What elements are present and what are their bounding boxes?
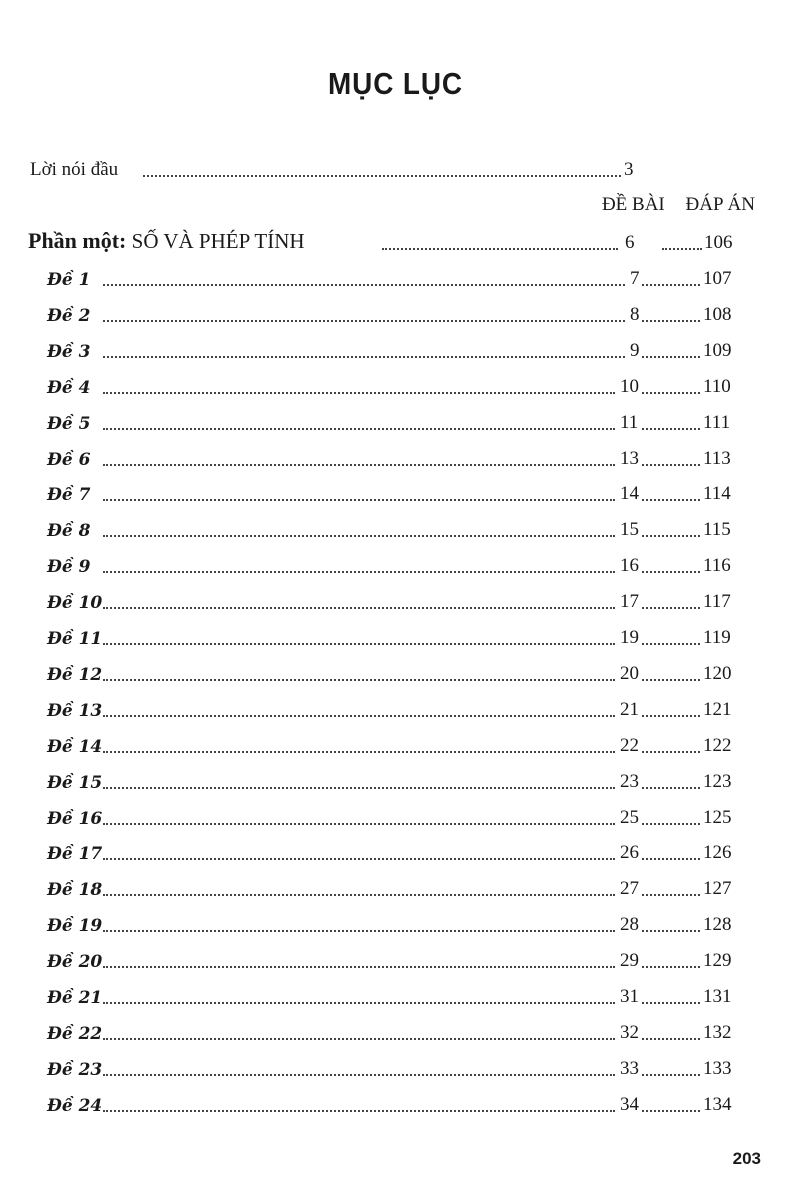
dot-leader <box>642 499 700 501</box>
toc-entry-de-bai: 31 <box>620 986 639 1007</box>
page-number: 203 <box>732 1149 761 1168</box>
dot-leader <box>103 715 615 717</box>
toc-entry-dap-an: 110 <box>703 376 731 397</box>
dot-leader <box>143 175 621 177</box>
dot-leader <box>103 464 615 466</box>
toc-entry-row <box>0 838 791 868</box>
toc-entry-label: Đề 7 <box>47 485 91 505</box>
toc-entry-de-bai: 27 <box>620 878 639 899</box>
toc-part-dap-an: 106 <box>704 232 733 253</box>
dot-leader <box>642 858 700 860</box>
dot-leader <box>103 679 615 681</box>
dot-leader <box>103 966 615 968</box>
toc-entry-de-bai: 20 <box>620 663 639 684</box>
toc-entry-label: Đề 11 <box>47 629 103 649</box>
toc-entry-dap-an: 111 <box>703 412 731 433</box>
toc-entry-row <box>0 1054 791 1084</box>
dot-leader <box>103 535 615 537</box>
toc-entry-row <box>0 982 791 1012</box>
toc-entry-label: Đề 17 <box>47 844 103 864</box>
toc-entry-de-bai: 21 <box>620 699 639 720</box>
dot-leader <box>642 1002 700 1004</box>
toc-entry-label: Đề 3 <box>47 342 91 362</box>
dot-leader <box>103 930 615 932</box>
toc-entry-row <box>0 479 791 509</box>
toc-entry-row <box>0 659 791 689</box>
toc-entry-row <box>0 372 791 402</box>
toc-entry-dap-an: 126 <box>703 842 732 863</box>
toc-entry-dap-an: 119 <box>703 627 731 648</box>
toc-entry-dap-an: 127 <box>703 878 732 899</box>
toc-entry-label: Đề 24 <box>47 1096 103 1116</box>
dot-leader <box>642 1038 700 1040</box>
toc-entry-de-bai: 22 <box>620 735 639 756</box>
toc-part-prefix: Phần một: <box>28 228 127 253</box>
dot-leader <box>103 499 615 501</box>
toc-intro-label: Lời nói đầu <box>30 159 119 180</box>
toc-entry-row <box>0 515 791 545</box>
dot-leader <box>103 823 615 825</box>
dot-leader <box>103 284 625 286</box>
dot-leader <box>642 356 700 358</box>
dot-leader <box>642 930 700 932</box>
dot-leader <box>103 392 615 394</box>
toc-entry-dap-an: 133 <box>703 1058 732 1079</box>
toc-entry-dap-an: 107 <box>703 268 732 289</box>
toc-entry-label: Đề 4 <box>47 378 91 398</box>
toc-entry-dap-an: 122 <box>703 735 732 756</box>
toc-entry-dap-an: 123 <box>703 771 732 792</box>
toc-entry-row <box>0 946 791 976</box>
toc-entry-row <box>0 300 791 330</box>
toc-entry-row <box>0 1090 791 1120</box>
toc-entry-label: Đề 19 <box>47 916 103 936</box>
toc-entry-de-bai: 25 <box>620 807 639 828</box>
toc-entry-label: Đề 10 <box>47 593 103 613</box>
dot-leader <box>642 715 700 717</box>
toc-entry-de-bai: 15 <box>620 519 639 540</box>
toc-entry-de-bai: 17 <box>620 591 639 612</box>
toc-entry-dap-an: 128 <box>703 914 732 935</box>
dot-leader <box>103 858 615 860</box>
toc-entry-dap-an: 115 <box>703 519 731 540</box>
toc-entry-de-bai: 32 <box>620 1022 639 1043</box>
toc-entry-de-bai: 26 <box>620 842 639 863</box>
dot-leader <box>103 894 615 896</box>
toc-entry-dap-an: 121 <box>703 699 732 720</box>
toc-entry-label: Đề 14 <box>47 737 103 757</box>
dot-leader <box>642 966 700 968</box>
column-header-dap-an: ĐÁP ÁN <box>685 194 755 215</box>
dot-leader <box>103 751 615 753</box>
toc-entry-dap-an: 131 <box>703 986 732 1007</box>
toc-entry-dap-an: 132 <box>703 1022 732 1043</box>
toc-entry-label: Đề 12 <box>47 665 103 685</box>
column-headers <box>586 194 755 216</box>
dot-leader <box>642 1074 700 1076</box>
toc-entry-dap-an: 116 <box>703 555 731 576</box>
dot-leader <box>642 392 700 394</box>
toc-intro-row <box>0 155 791 185</box>
toc-entry-dap-an: 113 <box>703 448 731 469</box>
toc-entry-de-bai: 10 <box>620 376 639 397</box>
toc-part-title: SỐ VÀ PHÉP TÍNH <box>131 229 305 253</box>
toc-entry-row <box>0 551 791 581</box>
toc-intro-page: 3 <box>624 159 634 180</box>
toc-entry-de-bai: 14 <box>620 483 639 504</box>
dot-leader <box>642 320 700 322</box>
page-title: MỤC LỤC <box>328 66 463 101</box>
toc-entry-dap-an: 134 <box>703 1094 732 1115</box>
toc-entry-row <box>0 336 791 366</box>
toc-entry-row <box>0 803 791 833</box>
toc-entry-label: Đề 16 <box>47 809 103 829</box>
dot-leader <box>642 464 700 466</box>
toc-entry-label: Đề 13 <box>47 701 103 721</box>
dot-leader <box>642 679 700 681</box>
toc-entry-de-bai: 9 <box>630 340 640 361</box>
dot-leader <box>662 248 702 250</box>
dot-leader <box>103 571 615 573</box>
toc-entry-de-bai: 34 <box>620 1094 639 1115</box>
toc-part-label <box>28 228 305 254</box>
toc-entry-de-bai: 13 <box>620 448 639 469</box>
toc-entry-dap-an: 120 <box>703 663 732 684</box>
toc-entry-de-bai: 7 <box>630 268 640 289</box>
dot-leader <box>642 571 700 573</box>
toc-entry-dap-an: 109 <box>703 340 732 361</box>
toc-entry-label: Đề 20 <box>47 952 103 972</box>
toc-entry-dap-an: 125 <box>703 807 732 828</box>
dot-leader <box>103 1002 615 1004</box>
toc-entry-dap-an: 114 <box>703 483 731 504</box>
dot-leader <box>103 428 615 430</box>
toc-entry-de-bai: 23 <box>620 771 639 792</box>
dot-leader <box>103 356 625 358</box>
dot-leader <box>642 535 700 537</box>
dot-leader <box>642 607 700 609</box>
toc-part-de-bai: 6 <box>625 232 635 253</box>
dot-leader <box>642 751 700 753</box>
toc-entry-label: Đề 18 <box>47 880 103 900</box>
toc-entry-row <box>0 1018 791 1048</box>
toc-entry-label: Đề 21 <box>47 988 103 1008</box>
toc-entry-row <box>0 623 791 653</box>
toc-entry-label: Đề 6 <box>47 450 91 470</box>
dot-leader <box>642 1110 700 1112</box>
toc-entry-row <box>0 874 791 904</box>
dot-leader <box>103 1110 615 1112</box>
dot-leader <box>103 787 615 789</box>
toc-entry-de-bai: 16 <box>620 555 639 576</box>
dot-leader <box>103 643 615 645</box>
toc-entry-label: Đề 2 <box>47 306 91 326</box>
toc-entry-row <box>0 695 791 725</box>
toc-entry-label: Đề 9 <box>47 557 91 577</box>
toc-entry-row <box>0 408 791 438</box>
toc-entry-row <box>0 444 791 474</box>
toc-entry-row <box>0 587 791 617</box>
toc-entry-label: Đề 22 <box>47 1024 103 1044</box>
toc-entry-row <box>0 910 791 940</box>
toc-entry-row <box>0 767 791 797</box>
toc-entry-dap-an: 129 <box>703 950 732 971</box>
dot-leader <box>103 607 615 609</box>
dot-leader <box>642 643 700 645</box>
toc-entry-label: Đề 8 <box>47 521 91 541</box>
toc-entry-row <box>0 731 791 761</box>
toc-entry-row <box>0 264 791 294</box>
toc-entry-label: Đề 15 <box>47 773 103 793</box>
toc-entry-de-bai: 11 <box>620 412 639 433</box>
dot-leader <box>103 1038 615 1040</box>
dot-leader <box>103 1074 615 1076</box>
toc-entry-de-bai: 19 <box>620 627 639 648</box>
toc-entry-label: Đề 23 <box>47 1060 103 1080</box>
dot-leader <box>642 823 700 825</box>
dot-leader <box>642 894 700 896</box>
dot-leader <box>642 284 700 286</box>
dot-leader <box>642 428 700 430</box>
dot-leader <box>642 787 700 789</box>
dot-leader <box>382 248 618 250</box>
toc-entry-dap-an: 117 <box>703 591 731 612</box>
toc-part-row <box>0 228 791 258</box>
column-header-de-bai: ĐỀ BÀI <box>601 194 665 215</box>
toc-entry-de-bai: 33 <box>620 1058 639 1079</box>
toc-entry-label: Đề 5 <box>47 414 91 434</box>
toc-entry-dap-an: 108 <box>703 304 732 325</box>
toc-entry-de-bai: 8 <box>630 304 640 325</box>
toc-entry-label: Đề 1 <box>47 270 91 290</box>
toc-entry-de-bai: 28 <box>620 914 639 935</box>
dot-leader <box>103 320 625 322</box>
toc-entry-de-bai: 29 <box>620 950 639 971</box>
